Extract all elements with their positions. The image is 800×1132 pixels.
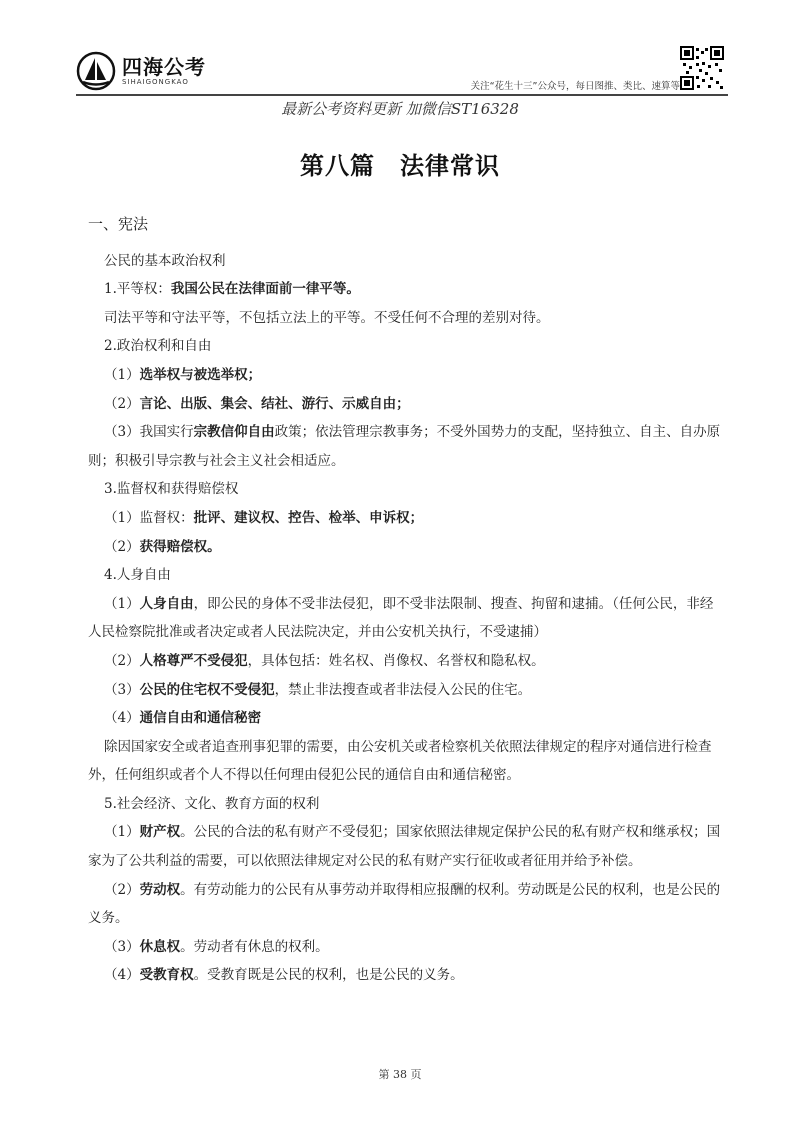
paragraph: 除因国家安全或者追查刑事犯罪的需要，由公安机关或者检察机关依照法律规定的程序对通信进行检查外，任何组织或者个人不得以任何理由侵犯公民的通信自由和通信秘密。: [88, 738, 712, 784]
promo-line: 最新公考资料更新 加微信ST16328: [281, 100, 519, 118]
sailboat-logo-icon: [76, 51, 116, 91]
subsection-heading: 公民的基本政治权利: [104, 252, 226, 269]
chapter-title: 第八篇 法律常识: [300, 152, 500, 180]
paragraph: 5.社会经济、文化、教育方面的权利: [104, 795, 320, 812]
page-number: 第 38 页: [378, 1068, 422, 1081]
page-header: [0, 0, 800, 118]
brand-subtitle: SIHAIGONGKAO: [122, 78, 189, 86]
header-note: 关注“花生十三”公众号，每日图推、类比、速算等: [470, 81, 680, 92]
paragraph: （2）获得赔偿权。: [104, 538, 221, 555]
brand-logo: [76, 48, 216, 94]
paragraph: （1）人身自由，即公民的身体不受非法侵犯，即不受非法限制、搜查、拘留和逮捕。（任何公民，非经人民检察院批准或者决定或者人民法院决定，并由公安机关执行，不受逮捕）: [88, 595, 714, 641]
paragraph: （1）选举权与被选举权；: [104, 366, 262, 383]
paragraph: 3.监督权和获得赔偿权: [104, 481, 239, 498]
paragraph: （2）劳动权。有劳动能力的公民有从事劳动并取得相应报酬的权利。劳动既是公民的权利，也是公民的义务。: [88, 881, 721, 927]
qr-code-icon: [680, 46, 724, 90]
paragraph: （2）人格尊严不受侵犯，具体包括：姓名权、肖像权、名誉权和隐私权。: [104, 652, 545, 669]
paragraph: （3）公民的住宅权不受侵犯，禁止非法搜查或者非法侵入公民的住宅。: [104, 681, 532, 698]
paragraph: （4）受教育权。受教育既是公民的权利，也是公民的义务。: [104, 967, 464, 984]
document-body: [88, 200, 726, 990]
section-heading: 一、宪法: [88, 215, 149, 233]
paragraph: （1）财产权。公民的合法的私有财产不受侵犯；国家依照法律规定保护公民的私有财产权和继承权；国家为了公共利益的需要，可以依照法律规定对公民的私有财产实行征收或者征用并给予补偿。: [88, 824, 721, 870]
brand-name: 四海公考: [122, 55, 206, 79]
paragraph: （1）监督权：批评、建议权、控告、检举、申诉权；: [104, 509, 424, 526]
paragraph: 2.政治权利和自由: [104, 338, 212, 355]
paragraph: 4.人身自由: [104, 567, 171, 584]
paragraph: （4）通信自由和通信秘密: [104, 710, 262, 727]
paragraph: 司法平等和守法平等，不包括立法上的平等。不受任何不合理的差别对待。: [104, 309, 550, 326]
paragraph: （2）言论、出版、集会、结社、游行、示威自由；: [104, 395, 410, 412]
paragraph: （3）我国实行宗教信仰自由政策；依法管理宗教事务；不受外国势力的支配，坚持独立、自主、自办原则；积极引导宗教与社会主义社会相适应。: [88, 424, 721, 469]
paragraph: （3）休息权。劳动者有休息的权利。: [104, 938, 329, 955]
paragraph: 1.平等权：我国公民在法律面前一律平等。: [104, 281, 360, 298]
header-divider: [76, 94, 728, 96]
